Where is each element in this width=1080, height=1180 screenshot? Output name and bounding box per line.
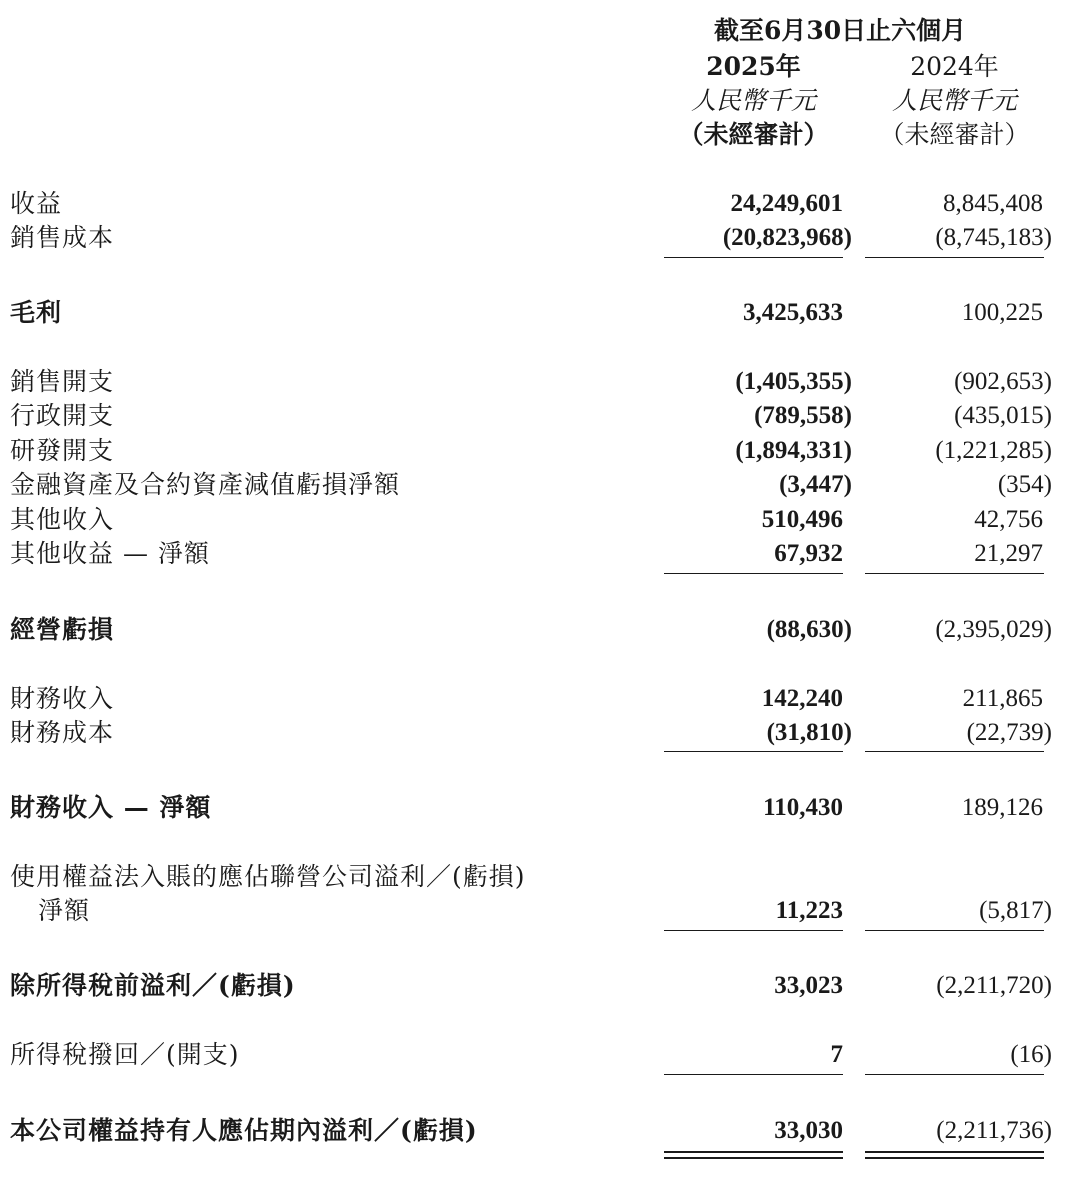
rd-expenses-2024: (1,221,285) <box>935 437 1052 464</box>
cost-of-sales-2025: (20,823,968) <box>722 224 852 251</box>
col-2024-audit: （未經審計） <box>879 120 1030 149</box>
impairment-2024: (354) <box>997 471 1052 498</box>
gross-profit-2025: 3,425,633 <box>743 299 843 326</box>
finance-income-2024: 211,865 <box>962 685 1043 712</box>
rule-operating-2024 <box>865 573 1044 574</box>
other-income-2025: 510,496 <box>761 506 843 533</box>
finance-income-2025: 142,240 <box>761 685 843 712</box>
finance-costs-label: 財務成本 <box>10 718 115 747</box>
rule-net-2024 <box>865 1074 1044 1075</box>
other-gains-label: 其他收益 — 淨額 <box>10 539 210 568</box>
selling-expenses-2025: (1,405,355) <box>735 368 852 395</box>
selling-expenses-label: 銷售開支 <box>10 367 115 396</box>
finance-costs-2025: (31,810) <box>766 719 852 746</box>
finance-income-net-2024: 189,126 <box>961 794 1043 821</box>
double-rule-2025 <box>664 1151 843 1159</box>
associates-share-2024: (5,817) <box>979 897 1052 924</box>
col-2025-currency: 人民幣千元 <box>690 86 816 115</box>
revenue-2025: 24,249,601 <box>730 190 843 217</box>
col-2024-year: 2024年 <box>910 52 999 81</box>
other-gains-2024: 21,297 <box>974 540 1043 567</box>
col-2025-year: 2025年 <box>706 52 801 81</box>
rule-pbt-2025 <box>664 930 843 931</box>
profit-attributable-2024: (2,211,736) <box>936 1117 1052 1144</box>
profit-attributable-2025: 33,030 <box>774 1117 843 1144</box>
cost-of-sales-2024: (8,745,183) <box>935 224 1052 251</box>
rd-expenses-label: 研發開支 <box>10 436 115 465</box>
admin-expenses-label: 行政開支 <box>10 401 115 430</box>
revenue-label: 收益 <box>10 189 63 218</box>
rule-finance-2024 <box>865 751 1044 752</box>
income-tax-2024: (16) <box>1010 1041 1052 1068</box>
other-income-2024: 42,756 <box>974 506 1043 533</box>
impairment-2025: (3,447) <box>779 471 852 498</box>
finance-income-label: 財務收入 <box>10 684 115 713</box>
income-tax-label: 所得稅撥回／(開支) <box>10 1040 240 1069</box>
income-tax-2025: 7 <box>830 1041 843 1068</box>
col-2024-currency: 人民幣千元 <box>891 86 1017 115</box>
cost-of-sales-label: 銷售成本 <box>10 223 115 252</box>
admin-expenses-2024: (435,015) <box>954 402 1052 429</box>
operating-loss-label: 經營虧損 <box>10 615 115 644</box>
gross-profit-label: 毛利 <box>10 298 63 327</box>
admin-expenses-2025: (789,558) <box>754 402 852 429</box>
selling-expenses-2024: (902,653) <box>954 368 1052 395</box>
associates-share-label-cont: 淨額 <box>38 896 91 925</box>
associates-share-2025: 11,223 <box>775 897 843 924</box>
rule-pbt-2024 <box>865 930 1044 931</box>
profit-before-tax-2025: 33,023 <box>774 972 843 999</box>
double-rule-2024 <box>865 1151 1044 1159</box>
rule-gross-2025 <box>664 257 843 258</box>
revenue-2024: 8,845,408 <box>943 190 1043 217</box>
finance-income-net-label: 財務收入 — 淨額 <box>10 793 212 822</box>
profit-before-tax-2024: (2,211,720) <box>936 972 1052 999</box>
operating-loss-2025: (88,630) <box>766 616 852 643</box>
col-2025-audit: （未經審計） <box>678 120 829 149</box>
gross-profit-2024: 100,225 <box>961 299 1043 326</box>
rule-finance-2025 <box>664 751 843 752</box>
associates-share-label: 使用權益法入賬的應佔聯營公司溢利／(虧損) <box>10 862 526 891</box>
rd-expenses-2025: (1,894,331) <box>735 437 852 464</box>
period-heading: 截至6月30日止六個月 <box>714 16 967 45</box>
other-gains-2025: 67,932 <box>774 540 843 567</box>
finance-costs-2024: (22,739) <box>966 719 1052 746</box>
operating-loss-2024: (2,395,029) <box>935 616 1052 643</box>
profit-before-tax-label: 除所得稅前溢利／(虧損) <box>10 971 296 1000</box>
profit-attributable-label: 本公司權益持有人應佔期內溢利／(虧損) <box>10 1116 478 1145</box>
rule-operating-2025 <box>664 573 843 574</box>
finance-income-net-2025: 110,430 <box>763 794 843 821</box>
rule-gross-2024 <box>865 257 1044 258</box>
impairment-label: 金融資產及合約資產減值虧損淨額 <box>10 470 401 499</box>
rule-net-2025 <box>664 1074 843 1075</box>
other-income-label: 其他收入 <box>10 505 115 534</box>
